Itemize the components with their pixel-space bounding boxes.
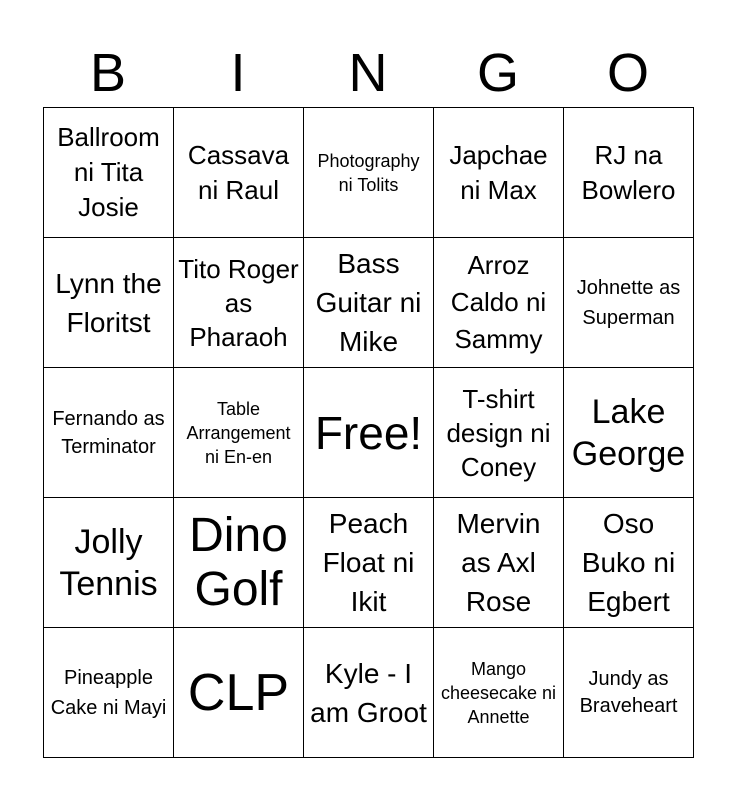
bingo-cell[interactable] (304, 498, 434, 628)
bingo-cell[interactable] (434, 498, 564, 628)
cell-text: Mango cheesecake ni Annette (440, 658, 557, 727)
bingo-cell[interactable] (434, 628, 564, 758)
cell-text: Fernando as Terminator (52, 407, 165, 458)
bingo-header (43, 40, 693, 106)
bingo-cell[interactable] (434, 238, 564, 368)
header-letter-n: N (348, 43, 388, 103)
header-letter-g: G (476, 43, 519, 103)
bingo-cell[interactable] (44, 368, 174, 498)
cell-text: Oso Buko ni Egbert (581, 508, 676, 617)
bingo-cell[interactable] (174, 108, 304, 238)
cell-text: Peach Float ni Ikit (322, 508, 415, 617)
bingo-cell[interactable] (304, 238, 434, 368)
cell-text: Lake George (571, 392, 686, 473)
bingo-cell[interactable] (44, 498, 174, 628)
cell-text: Bass Guitar ni Mike (315, 248, 422, 357)
bingo-cell[interactable] (564, 368, 694, 498)
cell-text: Ballroom ni Tita Josie (57, 122, 160, 222)
cell-text: CLP (187, 663, 290, 722)
header-letter-b: B (89, 43, 127, 103)
bingo-cell[interactable] (434, 368, 564, 498)
cell-text: Kyle - I am Groot (310, 657, 427, 728)
bingo-cell[interactable] (174, 498, 304, 628)
cell-text: Photography ni Tolits (317, 150, 420, 195)
bingo-cell[interactable] (174, 628, 304, 758)
cell-text: RJ na Bowlero (581, 139, 676, 205)
bingo-cell[interactable] (564, 628, 694, 758)
bingo-cell[interactable] (44, 108, 174, 238)
bingo-cell[interactable] (44, 628, 174, 758)
free-space: Free! (314, 406, 423, 459)
cell-text: T-shirt design ni Coney (446, 383, 551, 482)
bingo-cell[interactable] (564, 498, 694, 628)
cell-text: Dino Golf (189, 508, 288, 616)
bingo-cell[interactable] (174, 368, 304, 498)
bingo-cell[interactable] (44, 238, 174, 368)
header-letter-o: O (606, 43, 649, 103)
cell-text: Lynn the Floritst (55, 267, 162, 338)
cell-text: Arroz Caldo ni Sammy (450, 250, 547, 354)
header-letter-i: I (230, 43, 246, 103)
bingo-cell[interactable] (304, 628, 434, 758)
bingo-cell[interactable] (174, 238, 304, 368)
bingo-cell[interactable] (434, 108, 564, 238)
cell-text: Pineapple Cake ni Mayi (50, 666, 167, 719)
cell-text: Tito Roger as Pharaoh (178, 253, 299, 352)
cell-text: Mervin as Axl Rose (456, 508, 541, 617)
bingo-cell[interactable] (564, 238, 694, 368)
cell-text: Jundy as Braveheart (579, 667, 678, 717)
bingo-board (43, 107, 694, 758)
bingo-cell[interactable] (304, 368, 434, 498)
cell-text: Japchae ni Max (449, 139, 548, 205)
cell-text: Jolly Tennis (59, 522, 158, 603)
cell-text: Cassava ni Raul (187, 139, 290, 205)
bingo-cell[interactable] (564, 108, 694, 238)
bingo-cell[interactable] (304, 108, 434, 238)
cell-text: Table Arrangement ni En-en (186, 398, 291, 467)
cell-text: Johnette as Superman (576, 276, 681, 329)
